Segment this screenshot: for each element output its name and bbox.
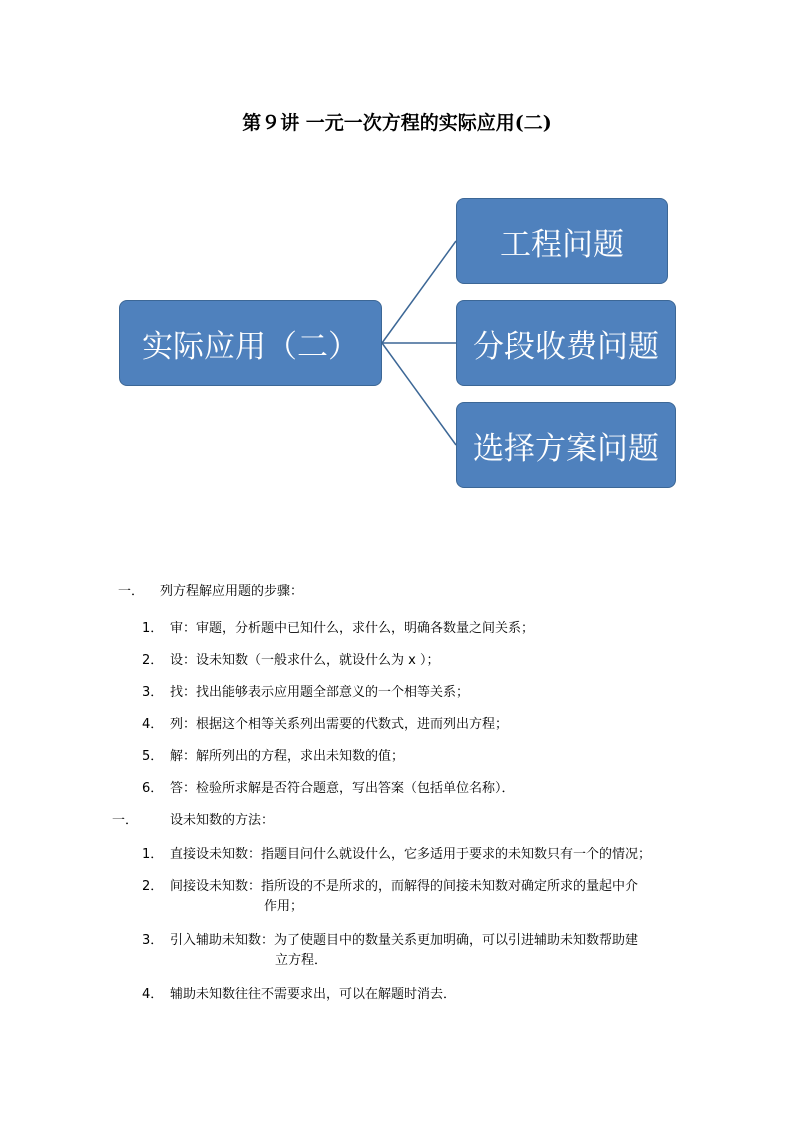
connector-line-top — [382, 241, 456, 343]
list-item-number: 2． — [142, 879, 164, 894]
list-item: 间接设未知数：指所设的不是所求的，而解得的间接未知数对确定所求的量起中介 — [170, 879, 639, 894]
list-item: 设：设未知数（一般求什么，就设什么为 x ）； — [170, 653, 440, 668]
section1-marker: 一． — [118, 584, 145, 599]
list-item-number: 3． — [142, 685, 164, 700]
list-item: 列：根据这个相等关系列出需要的代数式，进而列出方程； — [170, 717, 509, 732]
diagram-branch-plan-choice: 选择方案问题 — [456, 402, 676, 488]
list-item: 审：审题，分析题中已知什么，求什么，明确各数量之间关系； — [170, 621, 535, 636]
list-item: 直接设未知数：指题目问什么就设什么，它多适用于要求的未知数只有一个的情况； — [170, 847, 652, 862]
list-item: 辅助未知数往往不需要求出，可以在解题时消去． — [170, 987, 457, 1002]
section2-marker: 一． — [112, 813, 139, 828]
list-item-number: 6． — [142, 781, 164, 796]
list-item-continuation: 作用； — [264, 899, 304, 914]
list-item: 引入辅助未知数：为了使题目中的数量关系更加明确，可以引进辅助未知数帮助建 — [170, 933, 639, 948]
list-item: 解：解所列出的方程，求出未知数的值； — [170, 749, 405, 764]
list-item-number: 1． — [142, 621, 164, 636]
section2-heading: 设未知数的方法： — [170, 813, 275, 828]
connector-line-bottom — [382, 343, 456, 445]
list-item-number: 5． — [142, 749, 164, 764]
list-item: 答：检验所求解是否符合题意，写出答案（包括单位名称）． — [170, 781, 515, 796]
list-item-number: 1． — [142, 847, 164, 862]
diagram-branch-tiered-fees: 分段收费问题 — [456, 300, 676, 386]
concept-diagram — [0, 0, 794, 520]
page-title: 第９讲 一元一次方程的实际应用(二) — [242, 112, 552, 134]
list-item-number: 2． — [142, 653, 164, 668]
list-item-number: 4． — [142, 987, 164, 1002]
list-item-continuation: 立方程． — [275, 953, 328, 968]
list-item-number: 4． — [142, 717, 164, 732]
diagram-branch-engineering: 工程问题 — [456, 198, 668, 284]
diagram-main-box: 实际应用（二） — [119, 300, 382, 386]
section1-heading: 列方程解应用题的步骤： — [160, 584, 304, 599]
list-item-number: 3． — [142, 933, 164, 948]
list-item: 找：找出能够表示应用题全部意义的一个相等关系； — [170, 685, 470, 700]
